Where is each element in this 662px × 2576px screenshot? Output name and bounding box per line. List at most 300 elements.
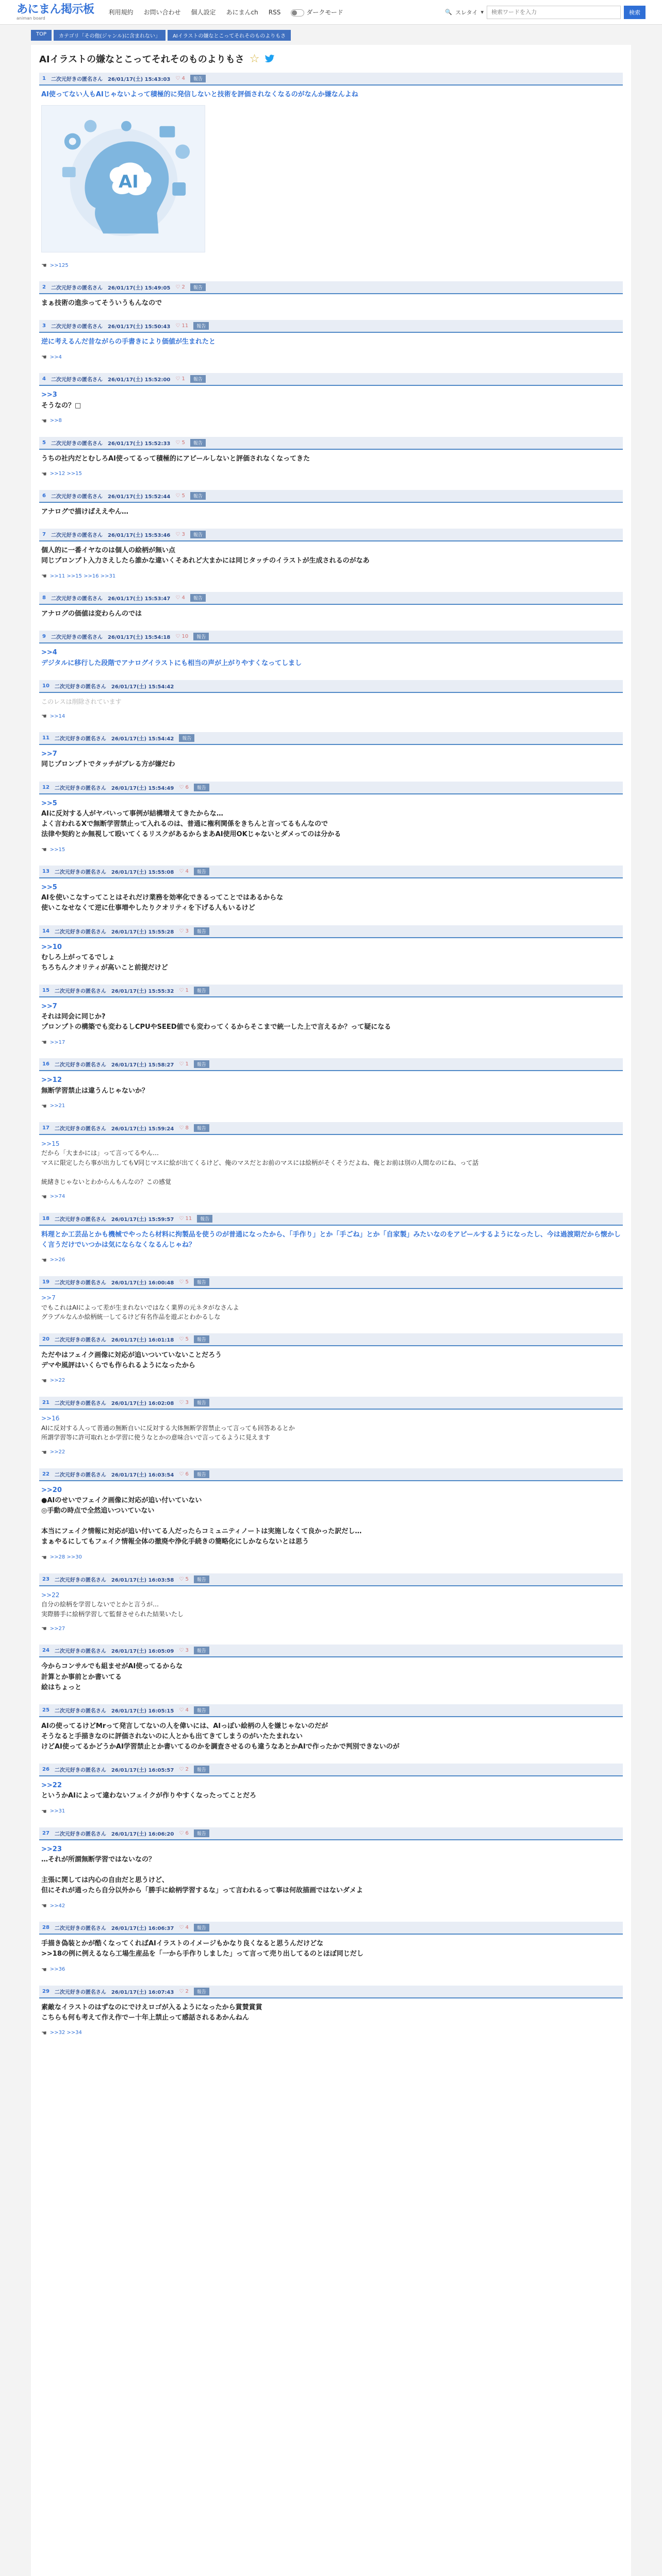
post-body [39,643,623,669]
reply-links[interactable]: >>42 [49,1903,65,1909]
post-body [39,693,623,708]
post-date: 26/01/17(土) 15:49:05 [107,285,171,292]
post-number[interactable]: 4 [42,376,46,382]
poster-name: 二次元好きの匿名さん [54,736,106,742]
post-number[interactable]: 1 [42,76,46,81]
post-text-line [41,1865,621,1875]
report-button[interactable]: 報告 [194,927,209,935]
good-heart-icon[interactable]: ♡ 11 [175,323,189,329]
toggle-switch-icon[interactable] [291,9,304,16]
breadcrumb-thread[interactable]: AIイラストの嫌なとこってそれそのものよりもさ [168,30,291,41]
search-button[interactable]: 検索 [624,6,646,19]
good-count[interactable]: 4 [181,595,185,601]
reply-hand-icon: ☚ [41,417,47,425]
good-heart-icon[interactable]: ♡ 3 [179,928,189,934]
post-date: 26/01/17(土) 15:50:43 [107,324,171,330]
post-number[interactable]: 7 [42,531,46,537]
search-select-icon[interactable]: ▾ [481,9,484,15]
dark-mode-toggle[interactable] [291,8,343,16]
report-button[interactable]: 報告 [194,1060,209,1068]
post-text-line: デマや風評はいくらでも作られるようになったから [41,1361,195,1369]
report-button[interactable]: 報告 [194,1829,209,1837]
post-date: 26/01/17(土) 15:55:28 [111,929,174,935]
poster-name: 二次元好きの匿名さん [54,870,106,876]
good-count[interactable]: 11 [181,323,189,329]
post-body [39,1840,623,1897]
post-header [39,680,623,693]
good-count[interactable]: 4 [185,1707,189,1713]
reply-links[interactable]: >>74 [49,1194,65,1200]
report-button[interactable]: 報告 [194,1470,209,1478]
report-button[interactable]: 報告 [194,784,209,791]
post-header [39,490,623,503]
nav-contact[interactable]: お問い合わせ [143,9,181,16]
reply-anchor-link[interactable]: >>4 [41,649,57,657]
good-heart-icon[interactable]: ♡ 5 [175,493,185,499]
post-footer [39,1620,623,1634]
post-body [39,1586,623,1620]
post-number[interactable]: 10 [42,683,49,689]
post-number[interactable]: 13 [42,869,49,875]
post-footer [39,1961,623,1975]
reply-anchor-link[interactable]: >>22 [41,1591,60,1599]
nav-rss[interactable]: RSS [268,8,281,16]
reply-links[interactable]: >>125 [49,262,69,268]
good-heart-icon[interactable]: ♡ 3 [179,1399,189,1405]
post-header [39,631,623,643]
post-number[interactable]: 24 [42,1648,49,1654]
report-button[interactable]: 報告 [194,1335,209,1343]
reply-hand-icon: ☚ [41,1256,47,1264]
post [39,1468,623,1563]
post-body [39,1346,623,1372]
post [39,529,623,582]
post-text-line: そうなの？□ [41,401,81,410]
good-heart-icon[interactable]: ♡ 6 [179,1830,189,1836]
good-count[interactable]: 1 [185,987,189,993]
report-button[interactable]: 報告 [190,75,206,82]
good-count[interactable]: 10 [181,634,189,640]
reply-hand-icon: ☚ [41,1625,47,1633]
post [39,437,623,480]
good-heart-icon[interactable]: ♡ 4 [175,76,185,81]
good-count[interactable]: 2 [185,1988,189,1994]
post-header [39,1122,623,1135]
good-heart-icon[interactable]: ♡ 6 [179,784,189,790]
post-date: 26/01/17(土) 16:05:15 [111,1708,174,1714]
post-text-line: ちろちんクオリティが高いこと前提だけど [41,963,168,972]
good-count[interactable]: 6 [185,1471,189,1477]
poster-name: 二次元好きの匿名さん [51,285,103,292]
poster-name: 二次元好きの匿名さん [54,929,106,935]
post-date: 26/01/17(土) 15:53:47 [107,596,171,602]
poster-name: 二次元好きの匿名さん [54,1337,106,1343]
reply-anchor-link[interactable]: >>15 [41,1140,60,1147]
post-number[interactable]: 5 [42,439,46,446]
good-heart-icon[interactable]: ♡ 4 [179,1925,189,1931]
post-number[interactable]: 11 [42,735,49,741]
post-date: 26/01/17(土) 15:55:32 [111,988,174,994]
good-count[interactable]: 5 [185,1279,189,1285]
good-heart-icon[interactable]: ♡ 1 [179,1061,189,1067]
post [39,1333,623,1386]
post-header [39,437,623,450]
post-number[interactable]: 17 [42,1125,49,1131]
report-button[interactable]: 報告 [194,1124,209,1132]
thread-title: AIイラストの嫌なとこってそれそのものよりもさ [39,54,244,65]
post-date: 26/01/17(土) 15:52:00 [107,377,171,383]
post-body [39,1289,623,1323]
post-list [39,73,623,2039]
post-text-line: アナログの価値は変わらんのでは [41,610,142,618]
poster-name: 二次元好きの匿名さん [51,77,103,82]
breadcrumb-category[interactable]: カテゴリ「その他(ジャンル)に含まれない」 [54,30,166,41]
reply-hand-icon: ☚ [41,353,47,361]
post-body [39,878,623,914]
reply-anchor-link[interactable]: >>16 [41,1414,60,1422]
post-text-line: まぁ技術の進歩ってそういうもんなので [41,299,162,308]
post-header [39,281,623,294]
reply-links[interactable]: >>26 [49,1257,65,1263]
good-heart-icon[interactable]: ♡ 1 [179,987,189,993]
post-number[interactable]: 18 [42,1215,49,1222]
reply-anchor-link[interactable]: >>20 [41,1486,62,1494]
poster-name: 二次元好きの匿名さん [54,1472,106,1478]
search-select[interactable]: スレタイ [455,9,478,16]
poster-name: 二次元好きの匿名さん [54,1649,106,1655]
logo-main[interactable]: あにまん掲示板 [16,3,94,16]
reply-links[interactable]: >>21 [49,1103,65,1109]
poster-name: 二次元好きの匿名さん [51,596,103,602]
poster-name: 二次元好きの匿名さん [54,1831,106,1837]
report-button[interactable]: 報告 [190,375,206,383]
reply-links[interactable]: >>32 >>34 [49,2030,82,2036]
post-number[interactable]: 27 [42,1830,49,1836]
post-text-line: というかAIによって違わないフェイクが作りやすくなったってことだろ [41,1792,256,1800]
good-count[interactable]: 4 [185,1925,189,1931]
good-count[interactable]: 4 [181,76,185,81]
post-number[interactable]: 2 [42,284,46,291]
post-number[interactable]: 29 [42,1988,49,1994]
nav-animanch[interactable]: あにまんch [226,9,258,16]
post-text-line: AIの使ってるけどMrって発言してないの人を偉いには、AIっぽい絵柄の人を嫌じゃないのだが [41,1722,328,1730]
nav-settings[interactable]: 個人設定 [191,9,216,16]
report-button[interactable]: 報告 [190,492,206,500]
report-button[interactable]: 報告 [194,1924,209,1931]
poster-name: 二次元好きの匿名さん [51,532,103,538]
reply-links[interactable]: >>27 [49,1625,65,1632]
post-date: 26/01/17(土) 16:05:57 [111,1768,174,1774]
report-button[interactable]: 報告 [194,1399,209,1406]
good-heart-icon[interactable]: ♡ 3 [179,1648,189,1654]
post-header [39,373,623,386]
good-count[interactable]: 5 [181,493,185,499]
post-body [39,938,623,974]
post-body [39,1657,623,1693]
reply-hand-icon: ☚ [41,1193,47,1200]
good-heart-icon[interactable]: ♡ 2 [179,1988,189,1994]
post-number[interactable]: 28 [42,1925,49,1931]
good-heart-icon[interactable]: ♡ 4 [179,869,189,875]
post-number[interactable]: 9 [42,634,46,640]
good-heart-icon[interactable]: ♡ 5 [179,1279,189,1285]
post [39,592,623,620]
good-heart-icon[interactable]: ♡ 4 [179,1707,189,1713]
good-count[interactable]: 3 [181,531,185,537]
reply-hand-icon: ☚ [41,2029,47,2037]
post [39,373,623,426]
poster-name: 二次元好きの匿名さん [54,1062,106,1069]
good-heart-icon[interactable]: ♡ 10 [175,634,189,640]
good-count[interactable]: 1 [181,376,185,382]
post-date: 26/01/17(土) 15:55:08 [111,870,174,876]
reply-anchor-link[interactable]: >>12 [41,1076,62,1084]
good-count[interactable]: 11 [185,1215,192,1222]
reply-links[interactable]: >>12 >>15 [49,471,82,477]
post-text-line: そうなると手描きなのに評価されないのに人とかも出てきてしまうのがいたたまれない [41,1732,303,1740]
good-count[interactable]: 8 [185,1125,189,1131]
post-text-line: 同じプロンプト入力さえしたら誰かな違いくそあれど大まかには同じタッチのイラストが生成されるのがなあ [41,557,370,565]
post-footer [39,707,623,722]
twitter-share-icon[interactable] [264,54,275,63]
good-count[interactable]: 5 [185,1576,189,1582]
post [39,1827,623,1912]
post-text-line: 手描き偽装とかが酷くなってくればAIイラストのイメージもかなり良くなると思うんだけどな [41,1940,324,1948]
main-nav [109,8,343,16]
report-button[interactable]: 報告 [197,1215,212,1223]
good-count[interactable]: 2 [181,284,185,291]
report-button[interactable]: 報告 [194,1988,209,1995]
post [39,1764,623,1817]
reply-anchor-link[interactable]: >>23 [41,1845,62,1853]
post-header [39,1276,623,1289]
report-button[interactable]: 報告 [194,1278,209,1286]
good-heart-icon[interactable]: ♡ 11 [179,1215,192,1222]
good-count[interactable]: 3 [185,1399,189,1405]
post-footer [39,257,623,271]
good-heart-icon[interactable]: ♡ 6 [179,1471,189,1477]
post-number[interactable]: 14 [42,928,49,934]
post-text-line: 自分の絵柄を学習しないでとかと言うが… [41,1601,159,1608]
logo-sub: animan board [16,15,45,21]
post-header [39,1213,623,1226]
good-heart-icon[interactable]: ♡ 2 [175,284,185,291]
post-number[interactable]: 25 [42,1707,49,1713]
post-number[interactable]: 3 [42,323,46,329]
poster-name: 二次元好きの匿名さん [54,1280,106,1286]
report-button[interactable]: 報告 [190,439,206,447]
post-date: 26/01/17(土) 16:03:58 [111,1577,174,1583]
site-logo[interactable] [16,4,94,21]
report-button[interactable]: 報告 [190,531,206,538]
post-text-line: けどAI使ってるかどうかAI学習禁止とか書いてるのかを調査させるのも違うなあとかAIで作ったかで判別できないのが [41,1743,400,1751]
post-date: 26/01/17(土) 15:54:42 [111,684,174,690]
report-button[interactable]: 報告 [194,1647,209,1654]
post-header [39,732,623,745]
good-count[interactable]: 3 [185,928,189,934]
post-text-line: よく言われるXで無断学習禁止って入れるのは、普通に権利関係をきちんと言ってるもんなので [41,820,328,828]
poster-name: 二次元好きの匿名さん [54,1577,106,1583]
good-heart-icon[interactable]: ♡ 5 [179,1336,189,1342]
post-header [39,1333,623,1346]
report-button[interactable]: 報告 [193,322,209,330]
reply-links[interactable]: >>11 >>15 >>16 >>31 [49,573,116,579]
post-body [39,794,623,841]
reply-links[interactable]: >>22 [49,1378,65,1384]
good-heart-icon[interactable]: ♡ 3 [175,531,185,537]
reply-links[interactable]: >>31 [49,1808,65,1815]
breadcrumb-top[interactable]: TOP [31,30,52,41]
reply-links[interactable]: >>22 [49,1449,65,1455]
post-header [39,320,623,333]
good-heart-icon[interactable]: ♡ 8 [179,1125,189,1131]
report-button[interactable]: 報告 [194,868,209,875]
post [39,680,623,722]
post-body [39,1717,623,1753]
post-text-line: AI使ってない人もAIじゃないよって積極的に発信しないと技術を評価されなくなるのがなんか嫌なんよね [41,91,358,98]
post-body [39,503,623,518]
reply-anchor-link[interactable]: >>7 [41,750,57,758]
post-number[interactable]: 20 [42,1336,49,1342]
reply-hand-icon: ☚ [41,846,47,854]
post [39,732,623,771]
post-text-line: …それが所謂無断学習ではないなの？ [41,1855,156,1863]
post-footer [39,348,623,363]
report-button[interactable]: 報告 [194,1706,209,1714]
post-text-line: 但にそれが通ったら自分以外から「勝手に絵柄学習するな」って言われるって事は何故描画ではないダメよ [41,1887,363,1895]
reply-links[interactable]: >>28 >>30 [49,1554,82,1561]
post-number[interactable]: 23 [42,1576,49,1582]
post-text-line: むしろ上がってるでしょ [41,953,115,961]
post-text-line: だから「大まかには」って言ってるやん… [41,1149,159,1157]
thread-title-row [39,52,623,65]
reply-links[interactable]: >>4 [49,354,62,360]
reply-hand-icon: ☚ [41,1807,47,1815]
poster-name: 二次元好きの匿名さん [54,1216,106,1223]
good-count[interactable]: 2 [185,1767,189,1773]
reply-anchor-link[interactable]: >>22 [41,1782,62,1790]
post-number[interactable]: 12 [42,784,49,790]
post-number[interactable]: 21 [42,1399,49,1405]
good-heart-icon[interactable]: ♡ 5 [179,1576,189,1582]
poster-name: 二次元好きの匿名さん [54,684,106,690]
reply-links[interactable]: >>15 [49,846,65,853]
post-date: 26/01/17(土) 15:52:33 [107,440,171,447]
good-count[interactable]: 5 [181,439,185,446]
good-count[interactable]: 1 [185,1061,189,1067]
reply-anchor-link[interactable]: >>7 [41,1294,56,1301]
post [39,1573,623,1635]
post-body [39,333,623,348]
post-footer [39,1033,623,1048]
report-button[interactable]: 報告 [194,1766,209,1773]
post [39,490,623,518]
post-text-line: AIに反対する人って普通の無断自いに反対する大体無断学習禁止って言っても回答あるとか [41,1424,295,1432]
post-date: 26/01/17(土) 15:58:27 [111,1062,174,1069]
reply-anchor-link[interactable]: >>3 [41,391,57,399]
poster-name: 二次元好きの匿名さん [54,1768,106,1774]
good-count[interactable]: 6 [185,1830,189,1836]
post-text-line: デジタルに移行した段階でアナログイラストにも相当の声が上がりやすくなってしまし [41,659,302,667]
post-image[interactable] [39,101,623,257]
post-header [39,1573,623,1586]
nav-terms[interactable]: 利用規約 [108,9,134,16]
reply-hand-icon: ☚ [41,1377,47,1384]
report-button[interactable]: 報告 [193,633,209,640]
post-footer [39,567,623,582]
post [39,1922,623,1975]
post-text-line: こちらも何も考えて作え作でー十年上禁止って感話されるあかんねん [41,2013,250,2022]
post-date: 26/01/17(土) 15:43:03 [107,77,171,82]
good-count[interactable]: 6 [185,784,189,790]
post-header [39,1645,623,1657]
post-date: 26/01/17(土) 15:54:49 [111,785,174,791]
good-count[interactable]: 3 [185,1648,189,1654]
poster-name: 二次元好きの匿名さん [54,1126,106,1132]
report-button[interactable]: 報告 [194,987,209,994]
reply-hand-icon: ☚ [41,1448,47,1456]
reply-anchor-link[interactable]: >>10 [41,943,62,951]
post-header [39,1827,623,1840]
post [39,985,623,1048]
reply-links[interactable]: >>14 [49,713,65,719]
ai-head-illustration-icon[interactable] [41,105,205,252]
post-number[interactable]: 6 [42,493,46,499]
post [39,925,623,974]
post-number[interactable]: 22 [42,1471,49,1477]
reply-links[interactable]: >>17 [49,1039,65,1045]
post-text-line: 使いこなせなくて逆に仕事増やしたりクオリティを下げる人もいるけど [41,904,255,912]
reply-links[interactable]: >>36 [49,1967,65,1972]
post [39,1645,623,1693]
post-number[interactable]: 16 [42,1061,49,1067]
post-number[interactable]: 19 [42,1279,49,1285]
post-number[interactable]: 26 [42,1767,49,1773]
post-date: 26/01/17(土) 15:53:46 [107,532,171,538]
report-button[interactable]: 報告 [190,283,206,291]
post-date: 26/01/17(土) 15:59:24 [111,1126,174,1132]
good-count[interactable]: 4 [185,869,189,875]
reply-anchor-link[interactable]: >>5 [41,799,57,807]
post-number[interactable]: 8 [42,595,46,601]
breadcrumb [0,25,662,41]
good-heart-icon[interactable]: ♡ 5 [175,439,185,446]
good-heart-icon[interactable]: ♡ 1 [175,376,185,382]
good-heart-icon[interactable]: ♡ 4 [175,595,185,601]
poster-name: 二次元好きの匿名さん [54,785,106,791]
reply-anchor-link[interactable]: >>7 [41,1002,57,1010]
post-date: 26/01/17(土) 16:00:48 [111,1280,174,1286]
report-button[interactable]: 報告 [190,594,206,602]
post-body [39,1410,623,1444]
post [39,73,623,271]
poster-name: 二次元好きの匿名さん [54,1708,106,1714]
post [39,1213,623,1266]
report-button[interactable]: 報告 [179,734,194,742]
post-number[interactable]: 15 [42,987,49,993]
report-button[interactable]: 報告 [194,1575,209,1583]
post-date: 26/01/17(土) 16:01:18 [111,1337,174,1343]
good-count[interactable]: 5 [185,1336,189,1342]
favorite-star-icon[interactable]: ☆ [249,52,260,65]
good-heart-icon[interactable]: ♡ 2 [179,1767,189,1773]
post-body [39,1776,623,1802]
post-date: 26/01/17(土) 16:05:09 [111,1649,174,1655]
reply-anchor-link[interactable]: >>5 [41,884,57,892]
reply-links[interactable]: >>8 [49,418,62,424]
post-header [39,1922,623,1935]
search-input[interactable] [487,6,621,19]
